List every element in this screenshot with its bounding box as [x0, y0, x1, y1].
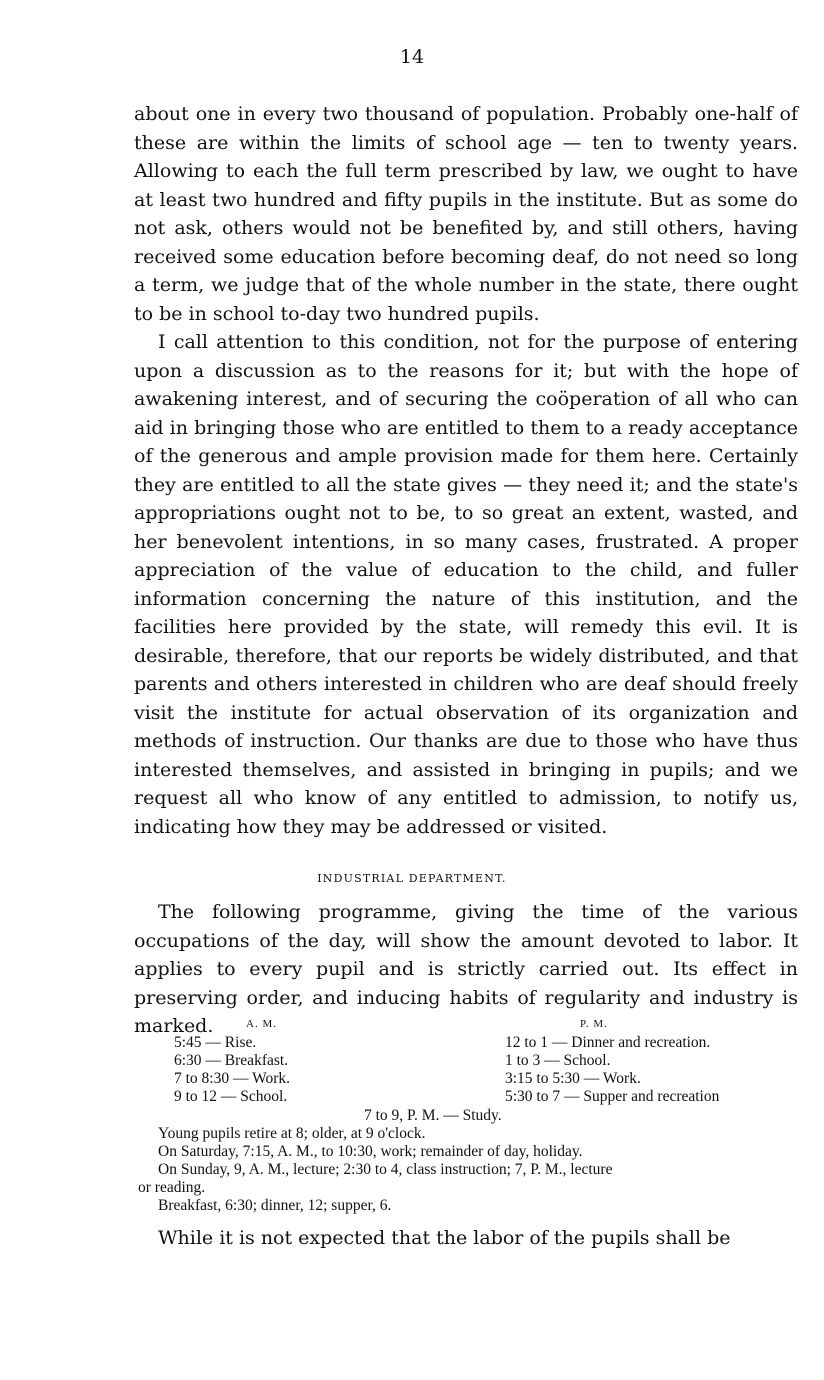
am-column-header: A. M. [246, 1018, 277, 1030]
paragraph-2: I call attention to this condition, not for the purpose of entering upon a discussion as to the reasons for it; but with the hope of awakening interest, and of securing the coöperation of all who can aid in bringing those who are entitled to them to a ready acceptance of the generous and ample provision made for them here. Certainly they are entitled to all the state gives — they need it; and the state's appropriations ought not to be, to so great an extent, wasted, and her benevolent intentions, in so many cases, frustrated. A proper appreciation of the value of education to the child, and fuller information concerning the nature of this institution, and the facilities here provided by the state, will remedy this evil. It is desirable, therefore, that our reports be widely distributed, and that parents and others interested in children who are deaf should freely visit the institute for actual observation of its organization and methods of instruction. Our thanks are due to those who have thus interested themselves, and assisted in bringing in pupils; and we request all who know of any entitled to admission, to notify us, indicating how they may be addressed or visited. [134, 331, 798, 838]
schedule-am-item: 5:45 — Rise. [174, 1034, 257, 1051]
section-intro-block [134, 898, 798, 1041]
schedule-notes [138, 1125, 613, 1215]
schedule-note: Breakfast, 6:30; dinner, 12; supper, 6. [158, 1197, 392, 1214]
schedule-pm-column [505, 1034, 719, 1106]
main-text [134, 100, 798, 841]
schedule-pm-item: 3:15 to 5:30 — Work. [505, 1070, 641, 1087]
paragraph-1: about one in every two thousand of population. Probably one-half of these are within the limits of school age — ten to twenty years. Allowing to each the full term prescribed by law, we ought to have at least two hundred and fifty pupils in the institute. But as some do not ask, others would not be benefited by, and still others, having received some education before becoming deaf, do not need so long a term, we judge that of the whole number in the state, there ought to be in school to-day two hundred pupils. [134, 103, 798, 325]
schedule-am-item: 9 to 12 — School. [174, 1088, 288, 1105]
schedule-note: On Sunday, 9, A. M., lecture; 2:30 to 4, class instruction; 7, P. M., lecture [158, 1161, 613, 1178]
closing-line: While it is not expected that the labor of the pupils shall be [158, 1227, 731, 1249]
schedule-am-column [174, 1034, 290, 1106]
closing-block [134, 1224, 798, 1253]
section-heading: INDUSTRIAL DEPARTMENT. [317, 872, 507, 885]
schedule-pm-item: 5:30 to 7 — Supper and recreation [505, 1088, 720, 1105]
schedule-evening: 7 to 9, P. M. — Study. [364, 1107, 502, 1124]
pm-column-header: P. M. [580, 1018, 608, 1030]
schedule-note: or reading. [138, 1179, 206, 1196]
page-number: 14 [399, 46, 425, 68]
schedule-pm-item: 1 to 3 — School. [505, 1052, 611, 1069]
schedule-pm-item: 12 to 1 — Dinner and recreation. [505, 1034, 711, 1051]
section-intro: The following programme, giving the time of the various occupations of the day, will show the amount devoted to labor. It applies to every pupil and is strictly carried out. Its effect in preserving order, and inducing habits of regularity and industry is marked. [134, 901, 798, 1037]
schedule-am-item: 7 to 8:30 — Work. [174, 1070, 291, 1087]
schedule-note: On Saturday, 7:15, A. M., to 10:30, work; remainder of day, holiday. [158, 1143, 583, 1160]
schedule-am-item: 6:30 — Breakfast. [174, 1052, 289, 1069]
schedule-note: Young pupils retire at 8; older, at 9 o'clock. [158, 1125, 426, 1142]
